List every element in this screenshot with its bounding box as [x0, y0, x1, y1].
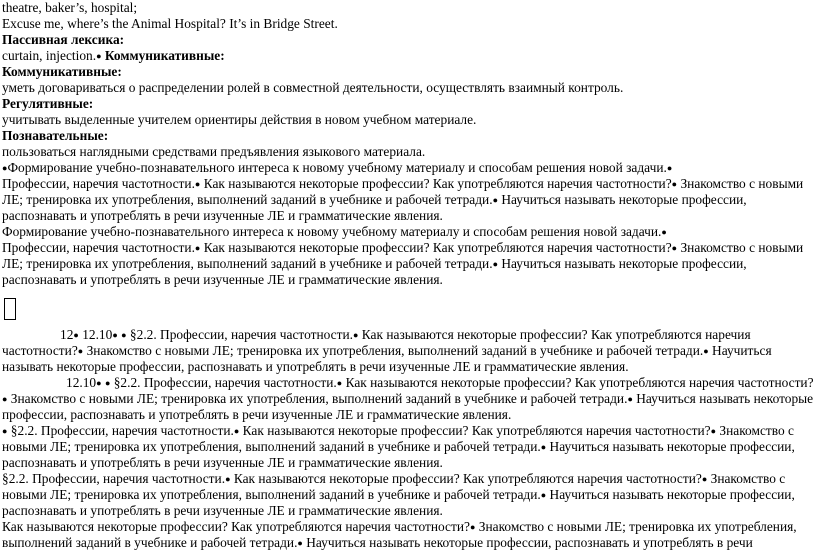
cognitive-text: пользоваться наглядными средствами предъявления языкового материала. — [2, 144, 426, 159]
paragraph-block-repeat — [2, 240, 814, 288]
bullet-icon: ● — [96, 51, 102, 61]
bullet-icon: ● — [297, 538, 303, 548]
lesson-learn: Научиться называть некоторые профессии, распознавать и употреблять в речи изученные ЛЕ и грамматические явления. — [2, 391, 814, 422]
bullet-icon: ● — [352, 330, 359, 340]
bullet-icon: ● — [540, 442, 547, 452]
topic-text: Профессии, наречия частотности. — [2, 240, 195, 255]
communicative-heading: Коммуникативные: — [2, 64, 122, 79]
bullet-icon: ● — [703, 346, 709, 356]
lesson-date: 12.10 — [66, 375, 97, 390]
lesson-date: 12.10 — [82, 327, 113, 342]
lesson-section: §2.2. Профессии, наречия частотности. — [2, 471, 226, 486]
learn-text: Научиться называть некоторые профессии, распознавать и употреблять в речи изученные ЛЕ и грамматические явления. — [2, 192, 747, 223]
bullet-icon: ● — [194, 179, 201, 189]
communicative-text: уметь договариваться о распределении ролей в совместной деятельности, осуществлять взаимный контроль. — [2, 80, 624, 95]
topic-text: Профессии, наречия частотности. — [2, 176, 195, 191]
new-words-text: Знакомство с новыми ЛЕ; тренировка их употребления, выполнений заданий в учебнике и рабочей тетради. — [2, 176, 804, 207]
bullet-icon: ● — [492, 259, 499, 269]
goal-text: Формирование учебно-познавательного интереса к новому учебному материалу и способам решения новой задачи. — [2, 224, 662, 239]
regulative-heading: Регулятивные: — [2, 96, 94, 111]
lesson-section: §2.2. Профессии, наречия частотности. — [10, 423, 234, 438]
example-sentence: Excuse me, where’s the Animal Hospital? It’s in Bridge Street. — [2, 16, 338, 31]
cognitive-heading: Познавательные: — [2, 128, 109, 143]
bullet-icon: ● — [469, 522, 476, 532]
bullet-icon: ● — [121, 330, 127, 340]
bullet-icon: ● — [104, 378, 111, 388]
lesson-learn: Научиться называть некоторые профессии, распознавать и употреблять в речи изученные ЛЕ и грамматические явления. — [2, 487, 795, 518]
passive-vocab-heading: Пассивная лексика: — [2, 32, 125, 47]
lesson-section: §2.2. Профессии, наречия частотности. — [129, 327, 353, 342]
bullet-icon: ● — [2, 163, 8, 173]
lesson-learn: Научиться называть некоторые профессии, распознавать и употреблять в речи — [306, 535, 753, 550]
bullet-icon: ● — [77, 346, 84, 356]
bullet-icon: ● — [671, 179, 678, 189]
lesson-learn: Научиться называть некоторые профессии, распознавать и употреблять в речи изученные ЛЕ и грамматические явления. — [2, 343, 772, 374]
lesson-new-words: Знакомство с новыми ЛЕ; тренировка их употребления, выполнений заданий в учебнике и рабочей тетради. — [2, 519, 797, 550]
bullet-icon: ● — [2, 394, 8, 404]
lesson-new-words: Знакомство с новыми ЛЕ; тренировка их употребления, выполнений заданий в учебнике и рабочей тетради. — [2, 471, 786, 502]
goal-line-repeat — [2, 224, 814, 240]
passive-words: curtain, injection. — [2, 48, 97, 63]
bullet-icon: ● — [492, 195, 499, 205]
bullet-icon: ● — [96, 378, 102, 388]
lesson-row-5 — [2, 519, 814, 551]
lesson-question: Как называются некоторые профессии? Как употребляются наречия частотности? — [2, 327, 751, 358]
lesson-question: Как называются некоторые профессии? Как употребляются наречия частотности? — [233, 471, 702, 486]
bullet-icon: ● — [233, 426, 240, 436]
bullet-icon: ● — [540, 490, 547, 500]
bullet-icon: ● — [225, 474, 231, 484]
communicative-inline-heading: Коммуникативные: — [104, 48, 225, 63]
bullet-icon: ● — [710, 426, 717, 436]
bullet-icon: ● — [336, 378, 343, 388]
bullet-icon: ● — [627, 394, 633, 404]
lesson-row-1 — [2, 327, 814, 375]
bullet-icon: ● — [661, 227, 667, 237]
lesson-question: Как называются некоторые профессии? Как употребляются наречия частотности? — [345, 375, 814, 390]
bullet-icon: ● — [2, 426, 8, 436]
lesson-question: Как называются некоторые профессии? Как употребляются наречия частотности? — [2, 519, 470, 534]
lesson-question: Как называются некоторые профессии? Как употребляются наречия частотности? — [242, 423, 711, 438]
lesson-new-words: Знакомство с новыми ЛЕ; тренировка их употребления, выполнений заданий в учебнике и рабочей тетради. — [86, 343, 704, 358]
question-text: Как называются некоторые профессии? Как употребляются наречия частотности? — [203, 176, 672, 191]
lesson-number: 12 — [60, 327, 74, 342]
lesson-new-words: Знакомство с новыми ЛЕ; тренировка их употребления, выполнений заданий в учебнике и рабочей тетради. — [2, 423, 794, 454]
goal-line — [2, 160, 814, 176]
learn-text: Научиться называть некоторые профессии, распознавать и употреблять в речи изученные ЛЕ и грамматические явления. — [2, 256, 747, 287]
lesson-learn: Научиться называть некоторые профессии, распознавать и употреблять в речи изученные ЛЕ и грамматические явления. — [2, 439, 795, 470]
lesson-new-words: Знакомство с новыми ЛЕ; тренировка их употребления, выполнений заданий в учебнике и рабочей тетради. — [10, 391, 628, 406]
bullet-icon: ● — [701, 474, 708, 484]
vocab-line: theatre, baker’s, hospital; — [2, 0, 138, 15]
goal-text: Формирование учебно-познавательного интереса к новому учебному материалу и способам решения новой задачи. — [7, 160, 667, 175]
paragraph-block — [2, 176, 814, 224]
bullet-icon: ● — [194, 243, 201, 253]
bullet-icon: ● — [73, 330, 79, 340]
lesson-row-4 — [2, 471, 814, 519]
bullet-icon: ● — [671, 243, 678, 253]
bullet-icon: ● — [666, 163, 673, 173]
passive-vocab-line — [2, 48, 814, 64]
regulative-text: учитывать выделенные учителем ориентиры действия в новом учебном материале. — [2, 112, 477, 127]
question-text: Как называются некоторые профессии? Как употребляются наречия частотности? — [203, 240, 672, 255]
empty-table-cell — [4, 298, 16, 320]
lesson-row-3 — [2, 423, 814, 471]
bullet-icon: ● — [112, 330, 118, 340]
lesson-section: §2.2. Профессии, наречия частотности. — [113, 375, 337, 390]
lesson-row-2 — [2, 375, 814, 423]
new-words-text: Знакомство с новыми ЛЕ; тренировка их употребления, выполнений заданий в учебнике и рабочей тетради. — [2, 240, 804, 271]
